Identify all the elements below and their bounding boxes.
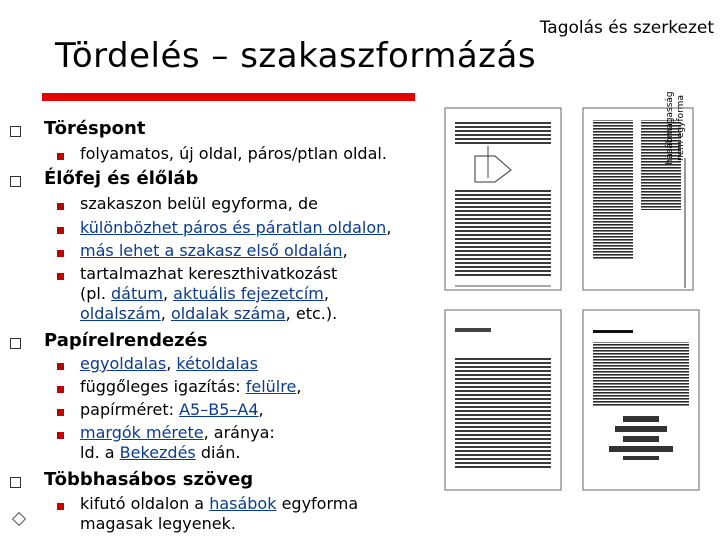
topic-bullet xyxy=(10,477,21,488)
item-text: magasak legyenek. xyxy=(80,514,236,533)
item-text: , xyxy=(166,354,177,373)
item-bullet xyxy=(57,409,64,416)
item-text: , xyxy=(162,284,174,303)
link-text[interactable]: különbözhet páros és páratlan oldalon xyxy=(80,218,387,237)
item-text: folyamatos, új oldal, páros/ptlan oldal. xyxy=(80,144,387,163)
link-text[interactable]: hasábok xyxy=(209,494,277,513)
item-bullet xyxy=(57,432,64,439)
link-text[interactable]: más lehet a szakasz első oldalán xyxy=(80,241,343,260)
item-text: , xyxy=(258,400,264,419)
item-text: szakaszon belül egyforma, de xyxy=(80,194,318,213)
list-item xyxy=(80,354,258,374)
item-text: függőleges igazítás: xyxy=(80,377,246,396)
topic-title-elofej: Élőfej és élőláb xyxy=(44,168,199,189)
item-bullet xyxy=(57,153,64,160)
link-text[interactable]: margók mérete xyxy=(80,423,204,442)
list-item xyxy=(80,264,337,284)
slide-title: Tördelés – szakaszformázás xyxy=(55,36,537,76)
topic-bullet xyxy=(10,176,21,187)
topic-title-torespont: Töréspont xyxy=(44,118,146,139)
list-item-continuation xyxy=(80,443,240,463)
item-text: , xyxy=(323,284,329,303)
list-item-continuation xyxy=(80,284,329,304)
topic-bullet xyxy=(10,338,21,349)
item-bullet xyxy=(57,250,64,257)
title-accent-bar xyxy=(42,93,415,101)
item-text: , xyxy=(342,241,348,260)
list-item xyxy=(80,377,301,397)
link-text[interactable]: aktuális fejezetcím xyxy=(173,284,324,303)
item-text: (pl. xyxy=(80,284,112,303)
link-text[interactable]: oldalak száma xyxy=(170,304,286,323)
item-text: , xyxy=(386,218,392,237)
item-bullet xyxy=(57,503,64,510)
item-text: papírméret: xyxy=(80,400,180,419)
item-text: dián. xyxy=(195,443,241,462)
item-text: ld. a xyxy=(80,443,120,462)
item-bullet xyxy=(57,203,64,210)
list-item-continuation xyxy=(80,304,337,324)
list-item xyxy=(80,241,348,261)
item-text: egyforma xyxy=(276,494,359,513)
topic-title-papirelrendezes: Papírelrendezés xyxy=(44,330,208,351)
list-item xyxy=(80,423,275,443)
list-item xyxy=(80,494,358,514)
topic-title-tobbhasabos: Többhasábos szöveg xyxy=(44,469,254,490)
diamond-icon xyxy=(12,512,26,526)
item-bullet xyxy=(57,273,64,280)
list-item xyxy=(80,218,391,238)
link-text[interactable]: Bekezdés xyxy=(119,443,196,462)
side-label-line2: nem egyforma xyxy=(676,95,686,161)
side-label xyxy=(665,78,697,178)
item-bullet xyxy=(57,386,64,393)
list-item xyxy=(80,194,318,214)
item-bullet xyxy=(57,363,64,370)
link-text[interactable]: oldalszám xyxy=(80,304,161,323)
item-text: kifutó oldalon a xyxy=(80,494,210,513)
item-bullet xyxy=(57,227,64,234)
section-label: Tagolás és szerkezet xyxy=(539,18,714,38)
item-text: , xyxy=(296,377,302,396)
link-text[interactable]: felülre xyxy=(245,377,297,396)
side-label-line1: hasábmagasság xyxy=(665,91,675,165)
item-text: , xyxy=(160,304,171,323)
layout-illustration xyxy=(433,91,720,540)
list-item xyxy=(80,144,387,164)
topic-bullet xyxy=(10,126,21,137)
item-text: tartalmazhat kereszthivatkozást xyxy=(80,264,338,283)
link-text[interactable]: egyoldalas xyxy=(80,354,167,373)
link-text[interactable]: kétoldalas xyxy=(176,354,259,373)
item-text: , etc.). xyxy=(285,304,338,323)
list-item-continuation xyxy=(80,514,236,534)
link-text[interactable]: dátum xyxy=(111,284,163,303)
list-item xyxy=(80,400,264,420)
item-text: , aránya: xyxy=(203,423,275,442)
link-text[interactable]: A5–B5–A4 xyxy=(179,400,259,419)
